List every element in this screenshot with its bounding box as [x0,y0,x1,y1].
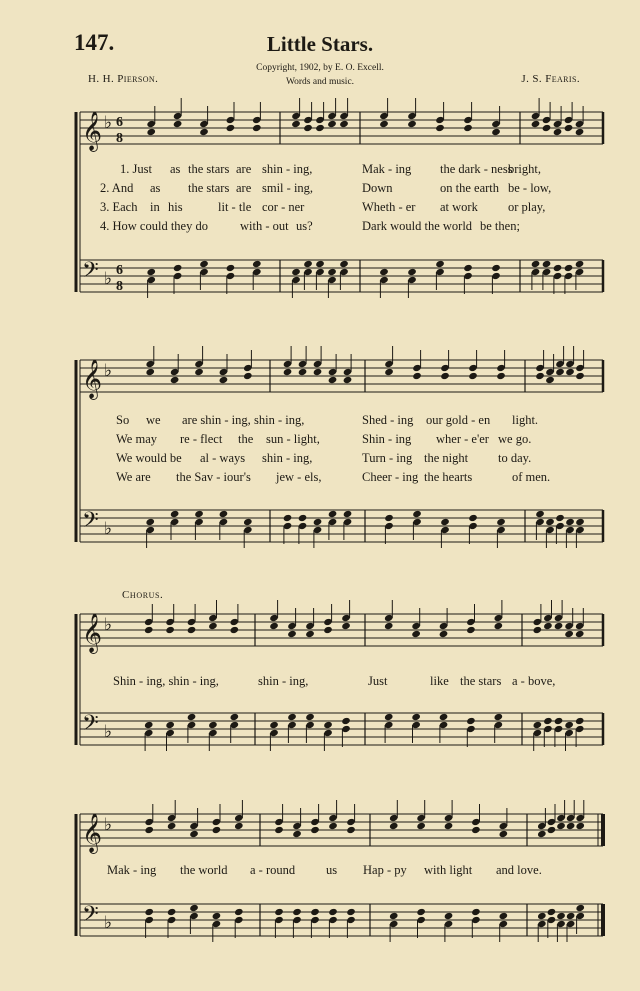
lyric-word: in [150,200,160,214]
note-head [566,822,576,830]
lyric-word: we go. [498,432,532,446]
note-head [269,721,279,729]
time-signature-top: 6 [116,115,123,130]
lyric-word: our gold - en [426,413,491,427]
note-head [234,822,244,830]
note-head [379,120,389,128]
note-head [556,912,566,920]
note-head [440,518,450,526]
lyric-word: the Sav - iour's [176,470,251,484]
note-head [219,376,229,384]
note-head [292,908,302,916]
note-head [315,260,325,268]
lyric-word: us [326,863,338,877]
note-head [339,120,349,128]
bass-clef-icon: 𝄢 [82,258,99,288]
note-head [553,128,563,136]
lyric-word: 3. Each [100,200,138,214]
note-head [494,713,504,721]
note-head [466,626,476,634]
note-head [146,128,156,136]
note-head [343,376,353,384]
note-head [542,260,552,268]
treble-clef-icon: 𝄞 [82,111,103,151]
note-head [545,376,555,384]
lyric-word: Wheth - er [362,200,416,214]
note-head [305,630,315,638]
note-head [491,128,501,136]
note-head [243,372,253,380]
note-head [310,908,320,916]
note-head [187,713,197,721]
note-head [346,826,356,834]
note-head [199,128,209,136]
flat-key-signature-icon: ♭ [104,269,113,289]
flat-key-signature-icon: ♭ [104,519,113,539]
flat-key-signature-icon: ♭ [104,815,113,835]
note-head [212,912,222,920]
bass-clef-icon: 𝄢 [82,902,99,932]
note-head [379,268,389,276]
lyric-word: al - ways [200,451,246,465]
note-head [531,120,541,128]
lyric-word: re - flect [180,432,223,446]
note-head [384,713,394,721]
note-head [323,626,333,634]
note-head [556,822,566,830]
note-head [575,260,585,268]
lyric-word: Shin - ing [362,432,412,446]
lyric-word: Down [362,181,393,195]
lyric-word: as [150,181,161,195]
lyric-word: Just [368,674,388,688]
note-head [555,514,565,522]
note-head [531,260,541,268]
note-head [173,264,183,272]
note-head [226,124,236,132]
note-head [554,622,564,630]
lyric-word: jew - els, [276,470,322,484]
note-head [212,826,222,834]
note-head [575,630,585,638]
note-head [444,822,454,830]
lyric-word: Mak - ing [362,162,412,176]
note-head [496,518,506,526]
note-head [328,908,338,916]
note-head [346,908,356,916]
lyric-word: we [146,413,161,427]
lyric-word: We are [116,470,151,484]
note-head [554,717,564,725]
note-head [533,626,543,634]
lyric-word: the stars [188,181,230,195]
lyric-word: 1. Just [120,162,152,176]
note-head [564,721,574,729]
note-head [167,822,177,830]
hymn-number: 147. [74,30,115,55]
note-head [542,124,552,132]
lyric-word: shin - ing, [262,451,313,465]
note-head [230,713,240,721]
lyric-word: sun - light, [266,432,320,446]
lyric-word: We may [116,432,157,446]
note-head [145,518,155,526]
note-head [555,368,565,376]
note-head [412,510,422,518]
note-head [189,904,199,912]
lyric-word: are [236,181,252,195]
note-head [468,514,478,522]
note-head [575,128,585,136]
note-head [252,124,262,132]
lyric-word: Mak - ing [107,863,157,877]
bass-clef-icon: 𝄢 [82,711,99,741]
lyric-word: shin - ing, [262,162,313,176]
note-head [298,368,308,376]
note-head [471,908,481,916]
copyright-notice: Copyright, 1902, by E. O. Excell. [256,63,384,73]
note-head [343,510,353,518]
note-head [298,514,308,522]
lyric-word: So [116,413,130,427]
lyric-word: are [236,162,252,176]
flat-key-signature-icon: ♭ [104,113,113,133]
note-head [545,518,555,526]
note-head [291,268,301,276]
flat-key-signature-icon: ♭ [104,913,113,933]
note-head [407,120,417,128]
note-head [305,713,315,721]
note-head [575,904,585,912]
composer-credit: J. S. Fearis. [521,73,580,85]
note-head [144,626,154,634]
note-head [327,120,337,128]
note-head [535,510,545,518]
note-head [384,368,394,376]
note-head [144,721,154,729]
note-head [575,717,585,725]
note-head [269,622,279,630]
lyric-word: his [168,200,183,214]
note-head [564,630,574,638]
note-head [328,376,338,384]
lyric-word: the world [180,863,228,877]
note-head [564,124,574,132]
note-head [564,264,574,272]
note-head [339,260,349,268]
note-head [226,264,236,272]
note-head [533,721,543,729]
lyric-word: as [170,162,181,176]
note-head [144,826,154,834]
note-head [252,260,262,268]
lyric-word: a - bove, [512,674,556,688]
note-head [575,518,585,526]
note-head [565,518,575,526]
lyric-word: Shed - ing [362,413,414,427]
note-head [439,630,449,638]
note-head [189,830,199,838]
note-head [566,912,576,920]
lyric-word: or play, [508,200,546,214]
lyric-word: Shin - ing, shin - ing, [113,674,219,688]
note-head [499,912,509,920]
note-head [234,908,244,916]
note-head [167,908,177,916]
lyric-word: smil - ing, [262,181,314,195]
lyric-word: shin - ing, [254,413,305,427]
note-head [219,510,229,518]
note-head [292,830,302,838]
note-head [535,372,545,380]
note-head [170,510,180,518]
note-head [283,514,293,522]
lyric-word: the stars [188,162,230,176]
hymn-title: Little Stars. [266,32,374,56]
lyric-word: with - out [240,219,289,233]
lyric-word: the night [424,451,469,465]
note-head [313,518,323,526]
note-head [463,124,473,132]
lyric-word: 4. How could they do [100,219,208,233]
note-head [444,912,454,920]
note-head [287,630,297,638]
note-head [491,264,501,272]
note-head [230,626,240,634]
lyric-word: bright, [508,162,541,176]
flat-key-signature-icon: ♭ [104,615,113,635]
note-head [323,721,333,729]
lyric-word: like [430,674,449,688]
note-head [499,830,509,838]
note-head [341,622,351,630]
note-head [439,713,449,721]
note-head [537,912,547,920]
flat-key-signature-icon: ♭ [104,361,113,381]
lyric-word: Hap - py [363,863,407,877]
lyric-word: at work [440,200,478,214]
note-head [208,622,218,630]
note-head [303,260,313,268]
note-head [187,626,197,634]
note-head [468,372,478,380]
note-head [327,268,337,276]
note-head [389,822,399,830]
note-head [315,124,325,132]
treble-clef-icon: 𝄞 [82,813,103,853]
lyric-word: 2. And [100,181,134,195]
note-head [310,826,320,834]
lyric-word: us? [296,219,313,233]
note-head [543,622,553,630]
note-head [412,372,422,380]
lyric-word: Turn - ing [362,451,413,465]
note-head [328,822,338,830]
note-head [384,622,394,630]
note-head [416,822,426,830]
note-head [145,368,155,376]
note-head [575,372,585,380]
lyric-word: the hearts [424,470,473,484]
note-head [274,826,284,834]
note-head [565,368,575,376]
note-head [313,368,323,376]
note-head [384,514,394,522]
note-head [283,368,293,376]
note-head [341,717,351,725]
note-head [170,376,180,384]
time-signature-bottom: 8 [116,279,123,294]
author-credit: H. H. Pierson. [88,73,159,85]
lyric-word: are shin - ing, [182,413,251,427]
note-head [194,368,204,376]
note-head [199,260,209,268]
note-head [537,830,547,838]
note-head [287,713,297,721]
note-head [208,721,218,729]
time-signature-bottom: 8 [116,131,123,146]
note-head [146,268,156,276]
lyric-word: Dark would the world [362,219,473,233]
lyric-word: and love. [496,863,542,877]
note-head [416,908,426,916]
note-head [494,622,504,630]
note-head [547,826,557,834]
treble-clef-icon: 𝄞 [82,613,103,653]
note-head [575,822,585,830]
lyric-word: the stars [460,674,502,688]
note-head [553,264,563,272]
lyric-word: be - low, [508,181,552,195]
note-head [407,268,417,276]
note-head [435,124,445,132]
note-head [466,717,476,725]
note-head [440,372,450,380]
lyric-word: shin - ing, [258,674,309,688]
lyric-word: light. [512,413,539,427]
note-head [389,912,399,920]
treble-clef-icon: 𝄞 [82,359,103,399]
note-head [463,264,473,272]
words-and-music-credit: Words and music. [285,77,355,87]
note-head [173,120,183,128]
note-head [411,713,421,721]
note-head [144,908,154,916]
lyric-word: be then; [480,219,520,233]
note-head [194,510,204,518]
flat-key-signature-icon: ♭ [104,722,113,742]
note-head [165,626,175,634]
lyric-word: lit - tle [218,200,252,214]
lyric-word: cor - ner [262,200,305,214]
note-head [547,908,557,916]
note-head [291,120,301,128]
note-head [328,510,338,518]
lyric-word: We would be [116,451,182,465]
note-head [274,908,284,916]
lyric-word: a - round [250,863,296,877]
lyric-word: the [238,432,254,446]
note-head [411,630,421,638]
note-head [303,124,313,132]
note-head [243,518,253,526]
note-head [543,717,553,725]
note-head [496,372,506,380]
lyric-word: to day. [498,451,532,465]
lyric-word: on the earth [440,181,500,195]
lyric-word: Cheer - ing [362,470,419,484]
lyric-word: wher - e'er [436,432,489,446]
note-head [471,826,481,834]
lyric-word: of men. [512,470,551,484]
note-head [435,260,445,268]
chorus-label: Chorus. [122,589,164,601]
lyric-word: with light [424,863,473,877]
bass-clef-icon: 𝄢 [82,508,99,538]
note-head [165,721,175,729]
lyric-word: the dark - ness [440,162,513,176]
time-signature-top: 6 [116,263,123,278]
